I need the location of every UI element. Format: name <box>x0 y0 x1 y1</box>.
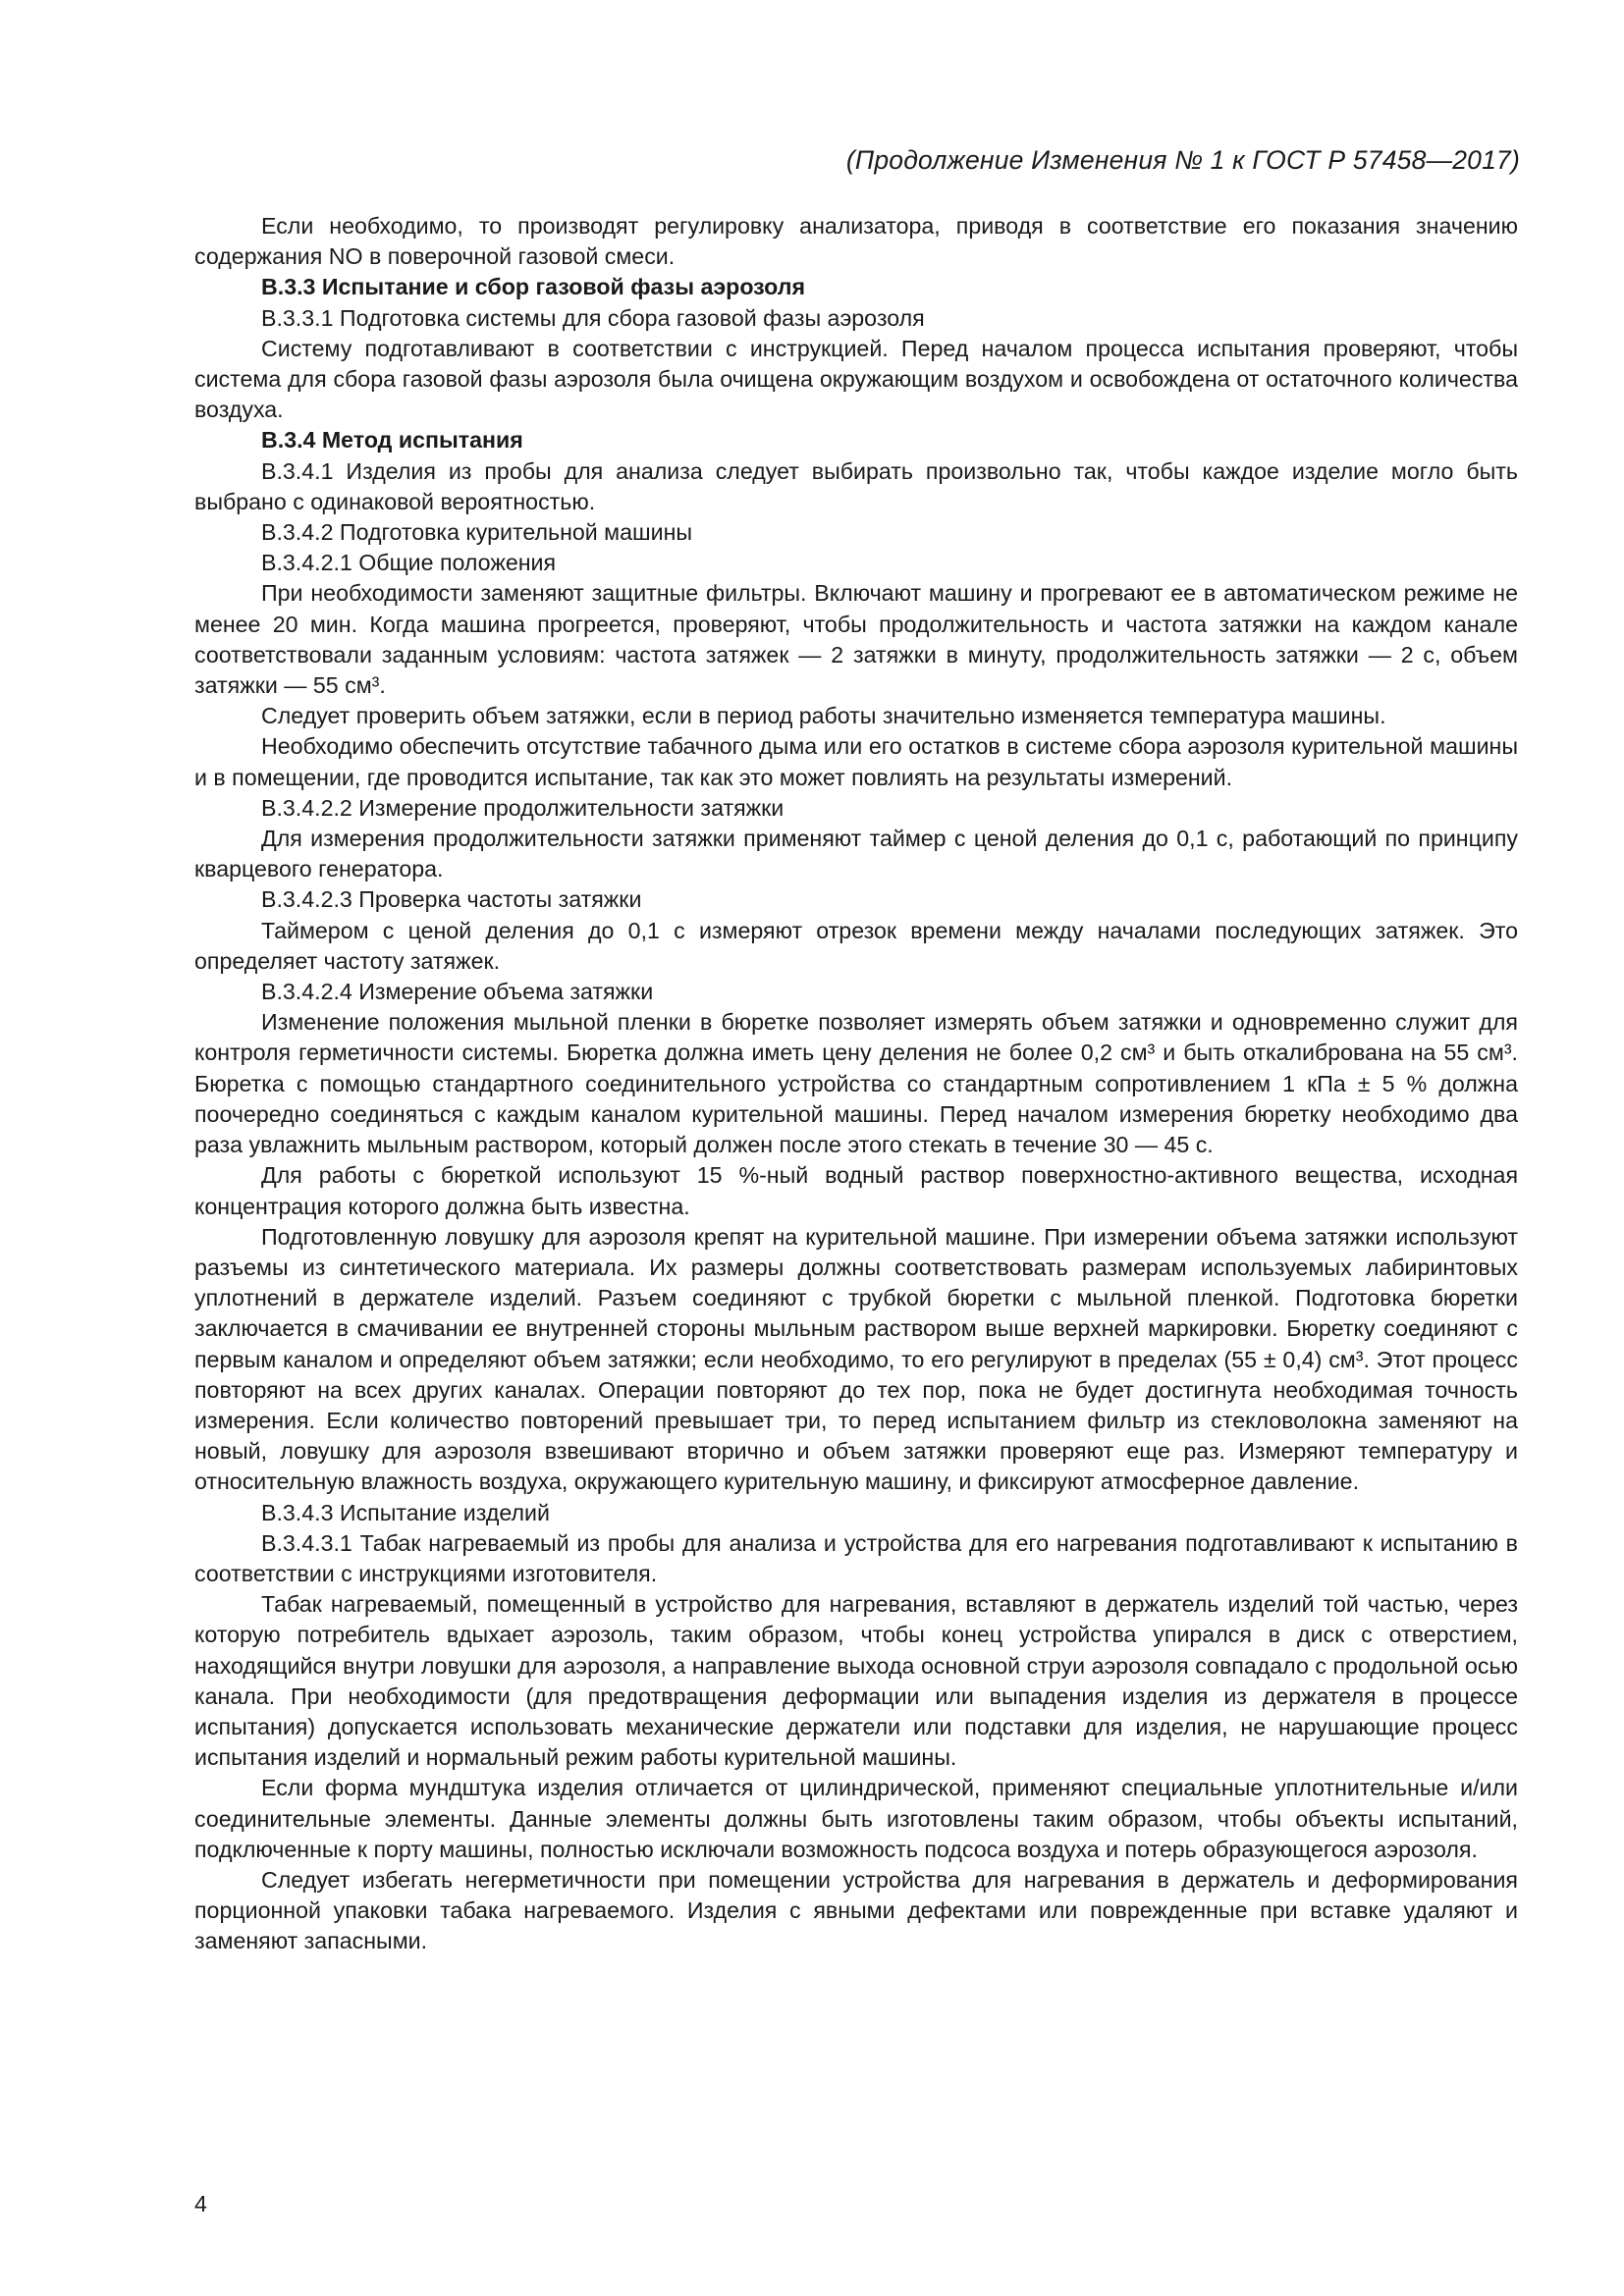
paragraph: В.3.4.2.2 Измерение продолжительности затяжки <box>261 794 785 821</box>
paragraph: Для работы с бюреткой используют 15 %-ный водный раствор поверхностно-активного вещества, исходная концентрация которого должна быть известна. <box>194 1162 1518 1219</box>
paragraph: В.3.4.3 Испытание изделий <box>261 1499 550 1525</box>
paragraph: В.3.4.3.1 Табак нагреваемый из пробы для анализа и устройства для его нагревания подготавливают к испытанию в соответствии с инструкциями изготовителя. <box>194 1529 1518 1586</box>
paragraph: Следует проверить объем затяжки, если в период работы значительно изменяется температура машины. <box>261 703 1386 729</box>
paragraph: Изменение положения мыльной пленки в бюретке позволяет измерять объем затяжки и одновременно служит для контроля герметичности системы. Бюретка должна иметь цену деления не более 0,2 см³ и быть откалибрована на 55 см³. Бюретка с помощью стандартного соединительного устройства со стандартным сопротивлением 1 кПа ± 5 % должна поочередно соединяться с каждым каналом курительной машины. Перед началом измерения бюретку необходимо два раза увлажнить мыльным раствором, который должен после этого стекать в течение 30 — 45 с. <box>194 1009 1518 1158</box>
paragraph: В.3.4.2 Подготовка курительной машины <box>261 519 693 546</box>
paragraph: В.3.4.2.3 Проверка частоты затяжки <box>261 886 642 913</box>
paragraph: В.3.4.2.1 Общие положения <box>261 550 557 576</box>
paragraph: Необходимо обеспечить отсутствие табачного дыма или его остатков в системе сбора аэрозоля курительной машины и в помещении, где проводится испытание, так как это может повлиять на результаты измерений. <box>194 733 1518 790</box>
paragraph: Таймером с ценой деления до 0,1 с измеряют отрезок времени между началами последующих затяжек. Это определяет частоту затяжек. <box>194 917 1518 974</box>
paragraph: Для измерения продолжительности затяжки применяют таймер с ценой деления до 0,1 с, работающий по принципу кварцевого генератора. <box>194 826 1518 882</box>
paragraph: В.3.4.2.4 Измерение объема затяжки <box>261 979 654 1005</box>
section-heading: В.3.3 Испытание и сбор газовой фазы аэрозоля <box>261 274 805 300</box>
document-body <box>194 211 1518 1957</box>
paragraph: При необходимости заменяют защитные фильтры. Включают машину и прогревают ее в автоматическом режиме не менее 20 мин. Когда машина прогреется, проверяют, чтобы продолжительность и частота затяжки на каждом канале соответствовали заданным условиям: частота затяжек — 2 затяжки в минуту, продолжительность затяжки — 2 с, объем затяжки — 55 см³. <box>194 580 1518 699</box>
paragraph: Если необходимо, то производят регулировку анализатора, приводя в соответствие его показания значению содержания NO в поверочной газовой смеси. <box>194 213 1518 270</box>
paragraph: Систему подготавливают в соответствии с инструкцией. Перед началом процесса испытания проверяют, чтобы система для сбора газовой фазы аэрозоля была очищена окружающим воздухом и освобождена от остаточного количества воздуха. <box>194 335 1518 423</box>
page-number: 4 <box>194 2191 207 2216</box>
paragraph: Если форма мундштука изделия отличается от цилиндрической, применяют специальные уплотнительные и/или соединительные элементы. Данные элементы должны быть изготовлены таким образом, чтобы объекты испытаний, подключенные к порту машины, полностью исключали возможность подсоса воздуха и потерь образующегося аэрозоля. <box>194 1775 1518 1862</box>
paragraph: В.3.4.1 Изделия из пробы для анализа следует выбирать произвольно так, чтобы каждое изделие могло быть выбрано с одинаковой вероятностью. <box>194 457 1518 514</box>
paragraph: В.3.3.1 Подготовка системы для сбора газовой фазы аэрозоля <box>261 304 925 331</box>
section-heading: В.3.4 Метод испытания <box>261 427 523 454</box>
paragraph: Следует избегать негерметичности при помещении устройства для нагревания в держатель и деформирования порционной упаковки табака нагреваемого. Изделия с явными дефектами или поврежденные при вставке удаляют и заменяют запасными. <box>194 1866 1518 1954</box>
running-header: (Продолжение Изменения № 1 к ГОСТ Р 57458—2017) <box>845 145 1520 175</box>
paragraph: Табак нагреваемый, помещенный в устройство для нагревания, вставляют в держатель изделий той частью, через которую потребитель вдыхает аэрозоль, таким образом, чтобы конец устройства упирался в диск с отверстием, находящийся внутри ловушки для аэрозоля, а направление выхода основной струи аэрозоля совпадало с продольной осью канала. При необходимости (для предотвращения деформации или выпадения изделия из держателя в процессе испытания) допускается использовать механические держатели или подставки для изделия, не нарушающие процесс испытания изделий и нормальный режим работы курительной машины. <box>194 1591 1518 1771</box>
paragraph: Подготовленную ловушку для аэрозоля крепят на курительной машине. При измерении объема затяжки используют разъемы из синтетического материала. Их размеры должны соответствовать размерам используемых лабиринтовых уплотнений в держателе изделий. Разъем соединяют с трубкой бюретки с мыльной пленкой. Подготовка бюретки заключается в смачивании ее внутренней стороны мыльным раствором выше верхней маркировки. Бюретку соединяют с первым каналом и определяют объем затяжки; если необходимо, то его регулируют в пределах (55 ± 0,4) см³. Этот процесс повторяют на всех других каналах. Операции повторяют до тех пор, пока не будет достигнута необходимая точность измерения. Если количество повторений превышает три, то перед испытанием фильтр из стекловолокна заменяют на новый, ловушку для аэрозоля взвешивают вторично и объем затяжки проверяют еще раз. Измеряют температуру и относительную влажность воздуха, окружающего курительную машину, и фиксируют атмосферное давление. <box>194 1223 1518 1495</box>
